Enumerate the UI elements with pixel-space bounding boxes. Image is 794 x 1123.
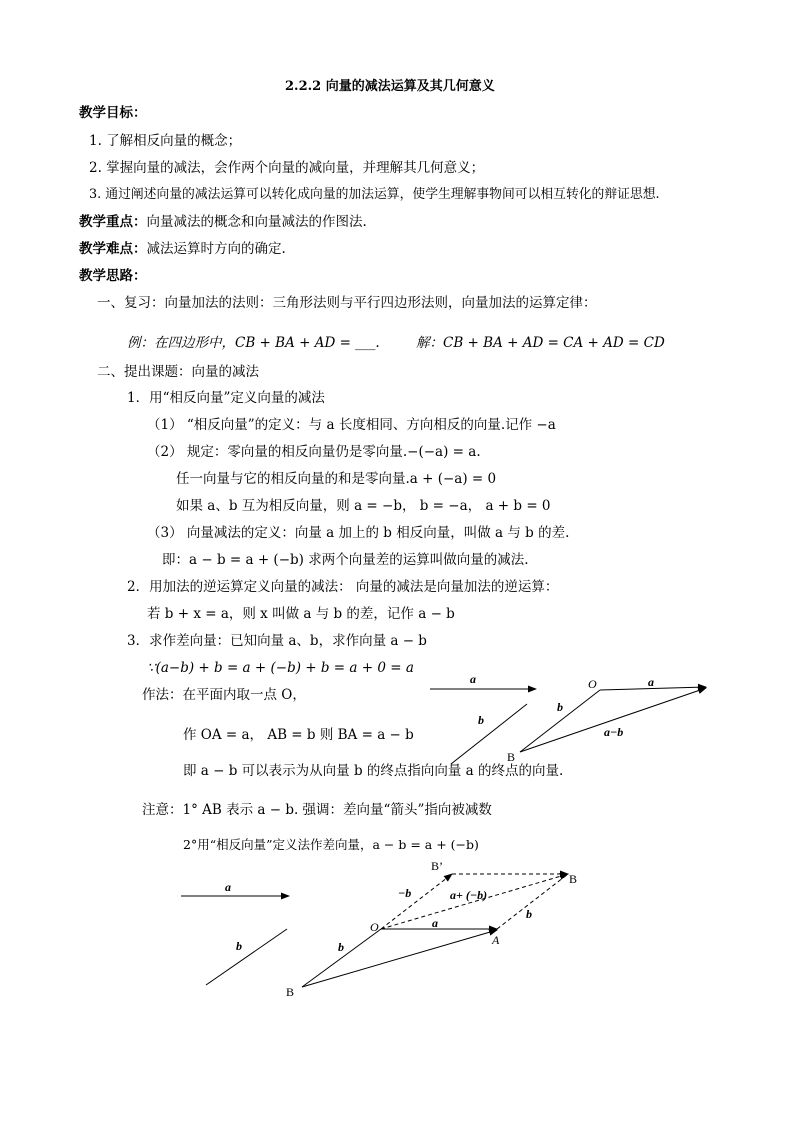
section-2-line: 若 b + x = a，则 x 叫做 a 与 b 的差，记作 a − b [147, 606, 455, 622]
section-3-construct: 作 OA = a， AB = b 则 BA = a − b [183, 727, 414, 743]
section-1-p2: （2） 规定：零向量的相反向量仍是零向量.−(−a) = a. [147, 444, 481, 460]
label-B-right: B [569, 872, 578, 886]
vector-minus-b [381, 874, 452, 929]
section-1-p3: （3） 向量减法的定义：向量 a 加上的 b 相反向量，叫做 a 与 b 的差. [147, 525, 570, 541]
review-heading: 一、复习：向量加法的法则：三角形法则与平行四边形法则，向量加法的运算定律： [97, 295, 597, 311]
section-1-title: 1．用“相反向量”定义向量的减法 [127, 390, 325, 406]
goal-item-1: 1. 了解相反向量的概念； [89, 133, 242, 149]
section-3-since: ∵(a−b) + b = a + (−b) + b = a + 0 = a [147, 660, 414, 676]
review-solution: 解：CB + BA + AD = CA + AD = CD [416, 335, 665, 351]
label-b-side: b [557, 700, 563, 714]
figure-2 [181, 859, 577, 999]
label-b-right: b [526, 907, 532, 921]
vector-ba [520, 688, 706, 752]
vector-ob-2 [302, 929, 381, 987]
page-title: 2.2.2 向量的减法运算及其几何意义 [285, 79, 495, 94]
label-a-minus-b: a−b [604, 725, 624, 739]
figure-1 [430, 672, 706, 764]
label-a-mid: a [432, 916, 438, 930]
label-B-prime: B’ [431, 859, 443, 873]
label-a-top: a [648, 675, 654, 689]
label-B: B [507, 750, 516, 764]
label-a: a [470, 672, 476, 686]
note-line-2: 2°用“相反向量”定义法作差向量，a − b = a + (−b) [183, 837, 479, 852]
section-1-p2b: 任一向量与它的相反向量的和是零向量.a + (−a) = 0 [176, 471, 497, 487]
label-b-2: b [236, 939, 242, 953]
vector-b-given-2 [206, 929, 287, 985]
label-b: b [478, 713, 484, 727]
label-A: A [492, 933, 500, 947]
vector-ba-2 [302, 930, 497, 987]
section-3-meaning: 即 a − b 可以表示为从向量 b 的终点指向向量 a 的终点的向量. [183, 763, 564, 779]
label-B-low: B [286, 985, 295, 999]
label-O-2: O [370, 920, 379, 934]
key-point-text: 向量减法的概念和向量减法的作图法. [146, 214, 367, 230]
key-point-label: 教学重点： [79, 214, 147, 230]
section-3-title: 3．求作差向量：已知向量 a、b，求作向量 a − b [127, 633, 427, 649]
goal-item-3: 3. 通过阐述向量的减法运算可以转化成向量的加法运算，使学生理解事物间可以相互转化的辩证思想. [89, 187, 660, 202]
difficulty-label: 教学难点： [79, 241, 147, 257]
topic-heading: 二、提出课题：向量的减法 [97, 364, 259, 380]
label-a-plus-minus-b: a+ (−b) [450, 888, 488, 902]
section-1-p2c: 如果 a、b 互为相反向量，则 a = −b， b = −a， a + b = 0 [176, 498, 551, 514]
review-example: 例：在四边形中，CB + BA + AD = ___. [127, 335, 380, 351]
dashed-right-edge [497, 874, 568, 929]
section-1-p3b: 即：a − b = a + (−b) 求两个向量差的运算叫做向量的减法. [162, 552, 529, 568]
idea-heading: 教学思路： [79, 268, 147, 284]
vector-b-given [451, 704, 527, 764]
label-O: O [588, 677, 597, 691]
goal-item-2: 2. 掌握向量的减法，会作两个向量的减向量，并理解其几何意义； [89, 160, 485, 176]
label-b-low: b [338, 940, 344, 954]
goals-heading: 教学目标： [79, 105, 147, 121]
section-3-method: 作法：在平面内取一点 O， [142, 687, 306, 703]
label-minus-b: −b [398, 886, 412, 900]
note-line-1: 注意：1° AB 表示 a − b. 强调：差向量“箭头”指向被减数 [142, 802, 492, 818]
label-a-2: a [225, 880, 231, 894]
section-2-title: 2．用加法的逆运算定义向量的减法： 向量的减法是向量加法的逆运算： [127, 579, 559, 595]
difficulty-text: 减法运算时方向的确定. [146, 241, 286, 257]
section-1-p1: （1） “相反向量”的定义：与 a 长度相同、方向相反的向量.记作 −a [147, 417, 556, 433]
